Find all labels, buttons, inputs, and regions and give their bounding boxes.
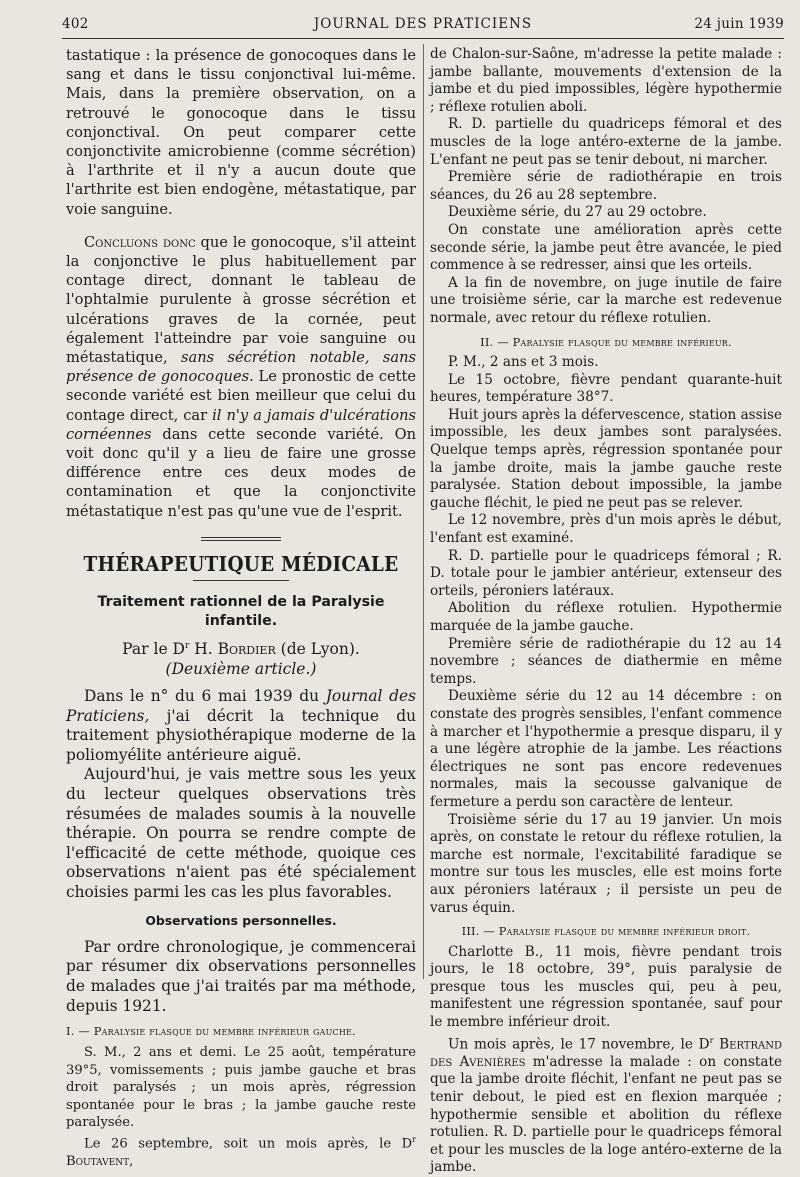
paragraph: tastatique : la présence de gonocoques dans le sang et dans le tissu conjonctival lui-même. Mais, dans la première observation, on a retrouvé le gonocoque dans le tissu conjonctival. On peut comparer cette conjonctivite amicrobienne (comme sécrétion) à l'arthrite et il n'y a aucun doute que l'arthrite est bien endogène, métastatique, par voie sanguine. [66,47,416,218]
sup-run: r [709,1035,714,1045]
column-divider [423,44,424,979]
case-title: Paralysie flasque du membre inférieur gauche. [93,1024,356,1039]
paragraph: Aujourd'hui, je vais mettre sous les yeux du lecteur quelques observations très résumées de malades soumis à la nouvelle thérapie. On pourra se rendre compte de l'efficacité de cette méthode, quoique ces observations n'aient pas été spécialement choisies parmi les cas les plus favorables. [66,765,416,901]
paragraph-conclusion [66,233,416,521]
lead-in: Concluons donc [84,233,196,251]
doctor-name: Boutavent, [66,1154,134,1170]
paragraph: S. M., 2 ans et demi. Le 25 août, température 39°5, vomissements ; puis jambe gauche et bras droit paralysés ; un mois après, régression spontanée pour le bras ; la jambe gauche reste paralysée. [66,1045,416,1130]
running-header [62,14,784,36]
paragraph [66,687,416,765]
paragraph: Troisième série du 17 au 19 janvier. Un mois après, on constate le retour du réflexe rotulien, la marche est normale, l'excitabilité faradique se montre sur tous les muscles, elle est moins forte aux péroniers latéraux ; il persiste un peu de varus équin. [430,811,782,916]
italic-run: Journal des Praticiens, [66,687,416,725]
text-run: que le gonocoque, s'il atteint la conjonctive le plus habituellement par contage direct, donnant le tableau de l'ophtalmie purulente à grosse sécrétion et ulcérations graves de la cornée, peut également l'atteindre par voie sanguine ou métastatique, [66,233,417,367]
paragraph: A la fin de novembre, on juge inutile de faire une troisième série, car la marche est redevenue normale, avec retour du réflexe rotulien. [430,274,782,326]
byline-text: (de Lyon). [275,640,360,659]
paragraph: Première série de radiothérapie en trois séances, du 26 au 28 septembre. [430,169,782,203]
byline-text: Par le D [122,640,185,659]
left-column [66,46,416,1171]
paragraph: Le 12 novembre, près d'un mois après le début, l'enfant est examiné. [430,512,782,547]
text-run: j'ai décrit la technique du traitement physiothérapique moderne de la poliomyélite antérieure aiguë. [66,706,416,764]
page-number: 402 [62,16,89,32]
paragraph: R. D. partielle du quadriceps fémoral et des muscles de la loge antéro-externe de la jambe. L'enfant ne peut pas se tenir debout, ni marcher. [430,116,782,168]
paragraph: P. M., 2 ans et 3 mois. [448,354,599,371]
section-title: THÉRAPEUTIQUE MÉDICALE [83,551,399,576]
article-title: Traitement rationnel de la Paralysie infantile. [97,594,385,630]
section-rule [193,580,289,581]
text-run: Le pronostic de cette seconde variété est bien meilleur que celui du contage direct, car [66,368,417,424]
italic-run: il n'y a jamais d'ulcérations cornéennes [66,406,416,443]
case-title: Paralysie flasque du membre inférieur. [512,334,732,349]
case-number: I. — [66,1024,94,1039]
text-run: Le 26 septembre, soit un mois après, le D [84,1136,413,1152]
byline [66,637,416,659]
byline-sup: r [184,641,190,652]
text-run: dans cette seconde variété. On voit donc qu'il y a lieu de faire une grosse différence entre ces deux modes de contamination et que la conjonctivite métastatique n'est pas qu'une vue de l'esprit. [66,425,416,520]
paragraph: Première série de radiothérapie du 12 au 14 novembre ; séances de diathermie en même temps. [430,635,782,687]
subheading: Observations personnelles. [145,912,337,928]
case-number: II. — [480,334,513,349]
paragraph: Charlotte B., 11 mois, fièvre pendant trois jours, le 18 octobre, 39°, puis paralysie de presque tous les muscles qui, peu à peu, manifestent une régression spontanée, sauf pour le membre inférieur droit. [430,943,782,1031]
right-column [430,46,782,1177]
article-part: (Deuxième article.) [165,659,317,678]
paragraph: Par ordre chronologique, je commencerai par résumer dix observations personnelles de malades que j'ai traités par ma méthode, depuis 1921. [66,937,416,1015]
text-run: Un mois après, le 17 novembre, le D [448,1036,710,1053]
issue-date: 24 juin 1939 [694,16,784,32]
paragraph: Abolition du réflexe rotulien. Hypothermie marquée de la jambe gauche. [430,600,782,634]
header-rule [62,38,784,39]
italic-run: sans sécrétion notable, sans présence de gonocoques. [66,349,416,386]
text-run: Dans le n° du 6 mai 1939 du [84,687,326,706]
journal-title: JOURNAL DES PRATICIENS [313,16,533,32]
sup-run: r [412,1135,416,1145]
doctor-name: Bertrand des Avenières [430,1036,783,1070]
case-title: Paralysie flasque du membre inférieur droit. [498,924,751,939]
paragraph: de Chalon-sur-Saône, m'adresse la petite malade : jambe ballante, mouvements d'extension de la jambe et du pied impossibles, légère hypothermie ; réflexe rotulien aboli. [430,46,782,115]
case-heading [430,334,782,352]
paragraph: Deuxième série du 12 au 14 décembre : on constate des progrès sensibles, l'enfant commence à marcher et l'hypothermie a presque disparu, il y a une légère atrophie de la jambe. Les réactions électriques ne sont pas encore redevenues normales, mais la secousse galvanique de fermeture a perdu son caractère de lenteur. [430,688,782,810]
paragraph [430,1032,782,1177]
paragraph [66,1131,416,1170]
paragraph: Huit jours après la défervescence, station assise impossible, les deux jambes sont paralysées. Quelque temps après, régression spontanée pour la jambe droite, mais la jambe gauche reste paralysée. Station debout impossible, la jambe gauche fléchit, le pied ne peut pas se relever. [430,406,782,511]
paragraph: R. D. partielle pour le quadriceps fémoral ; R. D. totale pour le jambier antérieur, extenseur des orteils, péroniers latéraux. [430,547,782,599]
case-number: III. — [461,924,499,939]
paragraph: On constate une amélioration après cette seconde série, la jambe peut être avancée, le pied commence à se redresser, ainsi que les orteils. [430,221,782,274]
paragraph: Deuxième série, du 27 au 29 octobre. [448,204,707,221]
author-name: H. Bordier [189,640,276,659]
case-heading [66,1022,416,1041]
paragraph: Le 15 octobre, fièvre pendant quarante-huit heures, température 38°7. [430,371,782,406]
text-run: m'adresse la malade : on constate que la jambe droite fléchit, l'enfant ne peut pas se tenir debout, le pied est en flexion marquée ; hypothermie sensible et abolition du réflexe rotulien. R. D. partielle pour le quadriceps fémoral et pour les muscles de la loge antéro-externe de la jambe. [430,1053,782,1176]
case-heading [430,923,782,941]
section-ornament [201,537,281,541]
